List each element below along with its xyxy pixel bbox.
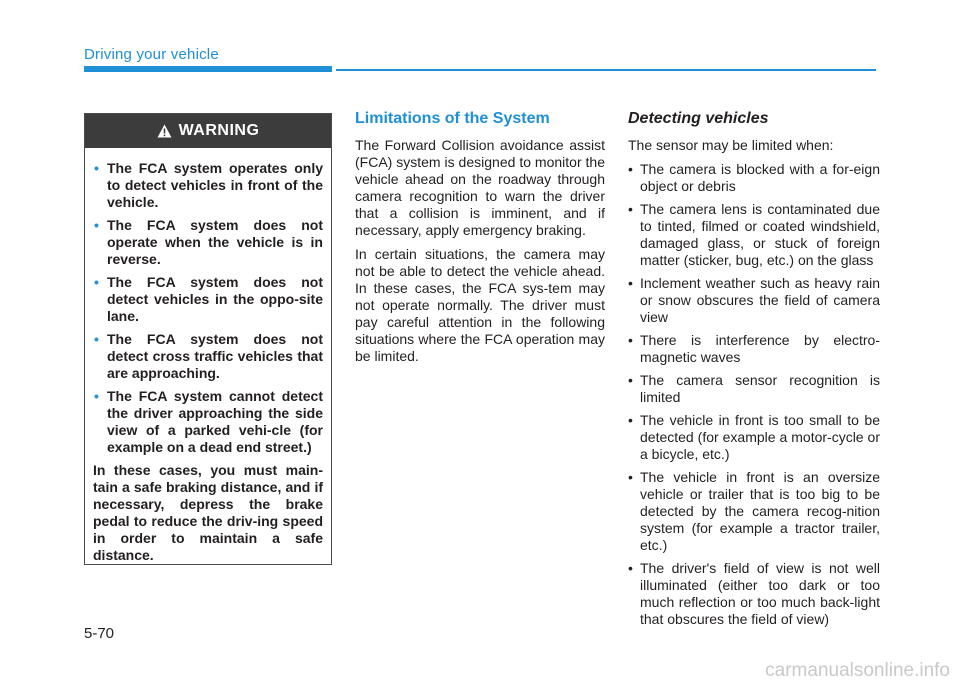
limitations-column xyxy=(355,110,605,372)
detecting-item: • The vehicle in front is an oversize vehicle or trailer that is too big to be detected by the camera recog-nition system (for example a tractor trailer, etc.) xyxy=(628,469,880,553)
warning-item: • The FCA system does not detect vehicles in the oppo-site lane. xyxy=(94,274,323,324)
detecting-item: • Inclement weather such as heavy rain or snow obscures the field of camera view xyxy=(628,275,880,325)
limitations-paragraph: In certain situations, the camera may not be able to detect the vehicle ahead. In these cases, the FCA sys-tem may not operate normally. The driver must pay careful attention in the following situations where the FCA operation may be limited. xyxy=(355,246,605,364)
limitations-heading: Limitations of the System xyxy=(355,110,550,127)
detecting-column xyxy=(628,110,880,634)
warning-triangle-icon xyxy=(157,124,172,138)
watermark: carmanualsonline.info xyxy=(765,660,950,681)
bullet-icon: • xyxy=(94,331,99,347)
bullet-icon: • xyxy=(94,388,99,404)
bullet-icon: • xyxy=(94,274,99,290)
page-number: 5-70 xyxy=(84,625,115,642)
warning-header xyxy=(85,114,331,148)
detecting-intro: The sensor may be limited when: xyxy=(628,137,834,153)
bullet-icon: • xyxy=(628,332,633,348)
bullet-icon: • xyxy=(628,560,633,576)
detecting-heading: Detecting vehicles xyxy=(628,110,769,127)
bullet-icon: • xyxy=(628,275,633,291)
warning-box xyxy=(84,113,332,565)
warning-item: • The FCA system does not operate when the vehicle is in reverse. xyxy=(94,217,323,267)
bullet-icon: • xyxy=(628,161,633,177)
detecting-item: • The camera is blocked with a for-eign object or debris xyxy=(628,161,880,194)
warning-item: • The FCA system operates only to detect vehicles in front of the vehicle. xyxy=(94,160,323,210)
bullet-icon: • xyxy=(94,217,99,233)
detecting-item: • There is interference by electro-magnetic waves xyxy=(628,332,880,365)
warning-item: • The FCA system cannot detect the driver approaching the side view of a parked vehi-cle (for example on a dead end street.) xyxy=(94,388,323,455)
header-section-title: Driving your vehicle xyxy=(84,46,219,63)
header-bar-thin xyxy=(336,69,876,71)
detecting-list xyxy=(628,161,880,628)
bullet-icon: • xyxy=(628,372,633,388)
detecting-item: • The driver's field of view is not well illuminated (either too dark or too much reflection or too much back-light that obscures the field of view) xyxy=(628,560,880,627)
detecting-item: • The camera lens is contaminated due to tinted, filmed or coated windshield, damaged glass, or stuck of foreign matter (sticker, bug, etc.) on the glass xyxy=(628,201,880,268)
warning-title: WARNING xyxy=(178,122,260,139)
header-bar-thick xyxy=(84,66,332,72)
bullet-icon: • xyxy=(628,412,633,428)
limitations-paragraph: The Forward Collision avoidance assist (FCA) system is designed to monitor the vehicle ahead on the roadway through camera recognition to warn the driver that a collision is imminent, and if necessary, apply emergency braking. xyxy=(355,137,605,238)
detecting-item: • The camera sensor recognition is limited xyxy=(628,372,880,405)
warning-body xyxy=(85,148,331,564)
detecting-item: • The vehicle in front is too small to be detected (for example a motor-cycle or a bicycle, etc.) xyxy=(628,412,880,462)
bullet-icon: • xyxy=(628,201,633,217)
warning-list xyxy=(93,160,323,456)
warning-item: • The FCA system does not detect cross traffic vehicles that are approaching. xyxy=(94,331,323,381)
bullet-icon: • xyxy=(628,469,633,485)
bullet-icon: • xyxy=(94,160,99,176)
warning-summary: In these cases, you must main-tain a safe braking distance, and if necessary, depress the brake pedal to reduce the driv-ing speed in order to maintain a safe distance. xyxy=(93,462,323,563)
